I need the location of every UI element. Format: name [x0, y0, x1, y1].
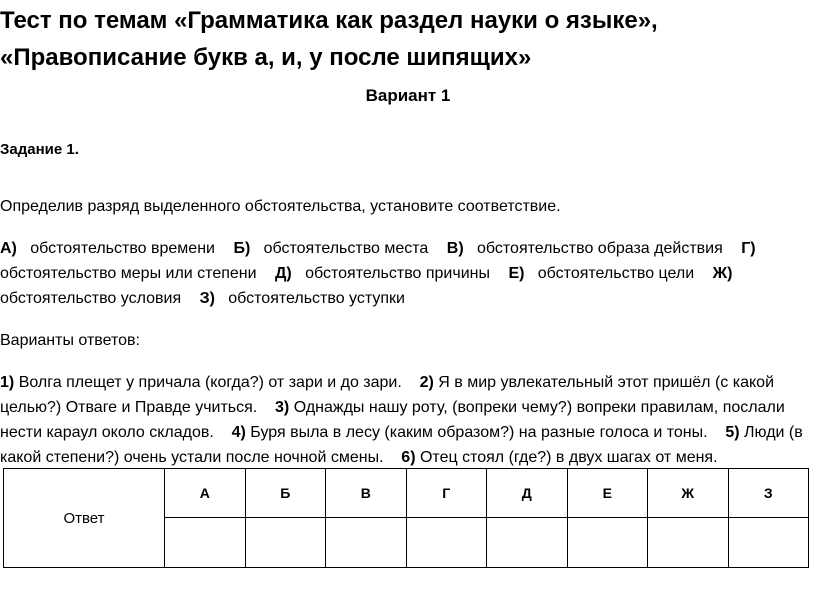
- category-text: обстоятельство причины: [305, 265, 490, 282]
- answer-cell[interactable]: [487, 518, 568, 568]
- sentence-text: Люди (в какой степени?) очень устали после ночной смены.: [0, 424, 803, 466]
- category-text: обстоятельство условия: [0, 290, 182, 307]
- sentence-text: Я в мир увлекательный этот пришёл (с какой целью?) Отваге и Правде учиться.: [0, 374, 774, 416]
- answer-row-label: Ответ: [4, 469, 165, 568]
- answer-column-header: Д: [487, 469, 568, 518]
- category-text: обстоятельство цели: [537, 265, 695, 282]
- answer-column-header: З: [728, 469, 809, 518]
- sentences-paragraph: [0, 370, 812, 470]
- answer-table-header-row: [4, 469, 809, 518]
- categories-list: [0, 236, 812, 311]
- title-line-1: Тест по темам «Грамматика как раздел науки о языке»,: [0, 7, 658, 34]
- category-key: Ж): [712, 265, 733, 282]
- category-key: Е): [508, 265, 525, 282]
- answer-cell[interactable]: [326, 518, 407, 568]
- title-line-2: «Правописание букв а, и, у после шипящих»: [0, 44, 532, 71]
- answer-column-header: Г: [406, 469, 487, 518]
- answer-column-header: В: [326, 469, 407, 518]
- category-text: обстоятельство уступки: [228, 290, 405, 307]
- sentence-number: 6): [401, 449, 416, 466]
- answer-cell[interactable]: [728, 518, 809, 568]
- variant-heading: [0, 86, 816, 106]
- category-key: З): [199, 290, 215, 307]
- sentence-number: 4): [231, 424, 246, 441]
- variant-label: Вариант 1: [365, 86, 451, 105]
- answer-cell[interactable]: [165, 518, 246, 568]
- sentence-number: 1): [0, 374, 15, 391]
- sentence-number: 2): [419, 374, 434, 391]
- category-key: Б): [233, 240, 251, 257]
- answer-table: [3, 468, 809, 568]
- page-title: [0, 2, 812, 76]
- sentence-text: Отец стоял (где?) в двух шагах от меня.: [419, 449, 718, 466]
- instruction-text: Определив разряд выделенного обстоятельства, установите соответствие.: [0, 198, 561, 215]
- answer-column-header: Е: [567, 469, 648, 518]
- task-heading: Задание 1.: [0, 141, 79, 158]
- answer-cell[interactable]: [567, 518, 648, 568]
- sentence-number: 3): [275, 399, 290, 416]
- category-text: обстоятельство времени: [30, 240, 215, 257]
- category-key: А): [0, 240, 17, 257]
- category-text: обстоятельство меры или степени: [0, 265, 257, 282]
- answers-heading: Варианты ответов:: [0, 332, 140, 349]
- sentence-text: Буря выла в лесу (каким образом?) на разные голоса и тоны.: [250, 424, 708, 441]
- category-text: обстоятельство образа действия: [477, 240, 723, 257]
- answer-column-header: Ж: [648, 469, 729, 518]
- answer-column-header: Б: [245, 469, 326, 518]
- sentence-number: 5): [725, 424, 740, 441]
- category-key: Д): [275, 265, 292, 282]
- category-key: Г): [741, 240, 756, 257]
- category-text: обстоятельство места: [263, 240, 429, 257]
- answer-cell[interactable]: [406, 518, 487, 568]
- sentence-text: Однажды нашу роту, (вопреки чему?) вопреки правилам, послали нести караул около складов.: [0, 399, 785, 441]
- category-key: В): [446, 240, 464, 257]
- answer-cell[interactable]: [245, 518, 326, 568]
- sentence-text: Волга плещет у причала (когда?) от зари и до зари.: [18, 374, 402, 391]
- answer-column-header: А: [165, 469, 246, 518]
- answer-cell[interactable]: [648, 518, 729, 568]
